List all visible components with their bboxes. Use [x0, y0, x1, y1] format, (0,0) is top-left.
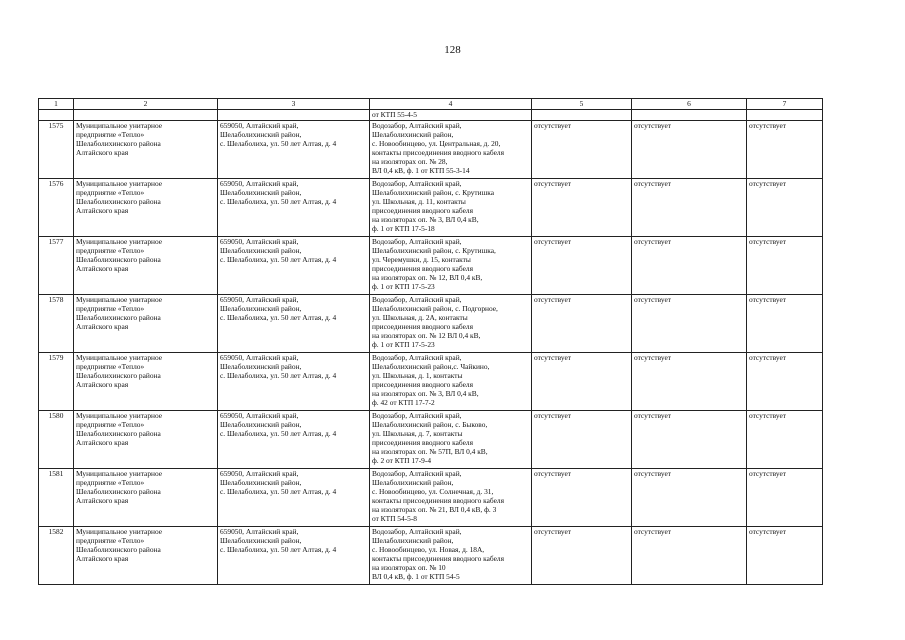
column-6-cell: отсутствует [632, 411, 747, 469]
column-7-cell: отсутствует [747, 353, 823, 411]
address-cell: 659050, Алтайский край, Шелаболихинский район, с. Шелаболиха, ул. 50 лет Алтая, д. 4 [218, 353, 370, 411]
object-cell: Водозабор, Алтайский край, Шелаболихинский район, с. Новообинцево, ул. Новая, д. 18А, контакты присоединения вводного кабеля на изоляторах оп. № 10 ВЛ 0,4 кВ, ф. 1 от КТП 54-5 [370, 527, 532, 585]
object-cell: от КТП 55-4-5 [370, 110, 532, 121]
address-cell: 659050, Алтайский край, Шелаболихинский район, с. Шелаболиха, ул. 50 лет Алтая, д. 4 [218, 469, 370, 527]
row-number-cell: 1580 [39, 411, 74, 469]
column-5-cell: отсутствует [532, 411, 632, 469]
organization-cell: Муниципальное унитарное предприятие «Тепло» Шелаболихинского района Алтайского края [74, 295, 218, 353]
page-number: 128 [444, 44, 461, 56]
row-number-cell: 1576 [39, 179, 74, 237]
column-6-cell: отсутствует [632, 179, 747, 237]
column-7-cell: отсутствует [747, 237, 823, 295]
object-cell: Водозабор, Алтайский край, Шелаболихинский район, с. Крутишка ул. Школьная, д. 11, контакты присоединения вводного кабеля на изоляторах оп. № 3, ВЛ 0,4 кВ, ф. 1 от КТП 17-5-18 [370, 179, 532, 237]
column-7-cell: отсутствует [747, 411, 823, 469]
row-number-cell: 1575 [39, 121, 74, 179]
row-number-cell: 1581 [39, 469, 74, 527]
column-6-cell: отсутствует [632, 121, 747, 179]
organization-cell: Муниципальное унитарное предприятие «Тепло» Шелаболихинского района Алтайского края [74, 353, 218, 411]
table-row [39, 353, 823, 411]
row-number-cell: 1577 [39, 237, 74, 295]
column-5-cell: отсутствует [532, 121, 632, 179]
column-header: 7 [747, 99, 823, 110]
address-cell: 659050, Алтайский край, Шелаболихинский район, с. Шелаболиха, ул. 50 лет Алтая, д. 4 [218, 179, 370, 237]
organization-cell: Муниципальное унитарное предприятие «Тепло» Шелаболихинского района Алтайского края [74, 179, 218, 237]
address-cell: 659050, Алтайский край, Шелаболихинский район, с. Шелаболиха, ул. 50 лет Алтая, д. 4 [218, 121, 370, 179]
table-row [39, 469, 823, 527]
organization-cell: Муниципальное унитарное предприятие «Тепло» Шелаболихинского района Алтайского края [74, 121, 218, 179]
row-number-cell: 1579 [39, 353, 74, 411]
column-6-cell: отсутствует [632, 237, 747, 295]
table-row [39, 179, 823, 237]
column-header: 1 [39, 99, 74, 110]
continuation-row [39, 110, 823, 121]
column-header: 5 [532, 99, 632, 110]
column-header: 2 [74, 99, 218, 110]
column-5-cell: отсутствует [532, 179, 632, 237]
table-row [39, 411, 823, 469]
column-5-cell: отсутствует [532, 237, 632, 295]
object-cell: Водозабор, Алтайский край, Шелаболихинский район, с. Новообинцево, ул. Солнечная, д. 31, контакты присоединения вводного кабеля на изоляторах оп. № 21, ВЛ 0,4 кВ, ф. 3 от КТП 54-5-8 [370, 469, 532, 527]
object-cell: Водозабор, Алтайский край, Шелаболихинский район,с. Чайкино, ул. Школьная, д. 1, контакты присоединения вводного кабеля на изоляторах оп. № 3, ВЛ 0,4 кВ, ф. 42 от КТП 17-7-2 [370, 353, 532, 411]
column-header: 3 [218, 99, 370, 110]
address-cell: 659050, Алтайский край, Шелаболихинский район, с. Шелаболиха, ул. 50 лет Алтая, д. 4 [218, 527, 370, 585]
column-7-cell: отсутствует [747, 121, 823, 179]
table-row [39, 295, 823, 353]
table-row [39, 121, 823, 179]
column-7-cell: отсутствует [747, 469, 823, 527]
column-7-cell: отсутствует [747, 527, 823, 585]
table-row [39, 237, 823, 295]
header-row [39, 99, 823, 110]
object-cell: Водозабор, Алтайский край, Шелаболихинский район, с. Быково, ул. Школьная, д. 7, контакты присоединения вводного кабеля на изоляторах оп. № 57П, ВЛ 0,4 кВ, ф. 2 от КТП 17-9-4 [370, 411, 532, 469]
object-cell: Водозабор, Алтайский край, Шелаболихинский район, с. Новообинцево, ул. Центральная, д. 20, контакты присоединения вводного кабеля на изоляторах оп. № 28, ВЛ 0,4 кВ, ф. 1 от КТП 55-3-14 [370, 121, 532, 179]
organization-cell: Муниципальное унитарное предприятие «Тепло» Шелаболихинского района Алтайского края [74, 237, 218, 295]
object-cell: Водозабор, Алтайский край, Шелаболихинский район, с. Подгорное, ул. Школьная, д. 2А, контакты присоединения вводного кабеля на изоляторах оп. № 12 ВЛ 0,4 кВ, ф. 1 от КТП 17-5-23 [370, 295, 532, 353]
organization-cell: Муниципальное унитарное предприятие «Тепло» Шелаболихинского района Алтайского края [74, 527, 218, 585]
column-6-cell: отсутствует [632, 527, 747, 585]
register-table [38, 98, 823, 585]
column-5-cell: отсутствует [532, 527, 632, 585]
address-cell: 659050, Алтайский край, Шелаболихинский район, с. Шелаболиха, ул. 50 лет Алтая, д. 4 [218, 237, 370, 295]
column-6-cell: отсутствует [632, 469, 747, 527]
column-header: 4 [370, 99, 532, 110]
column-5-cell: отсутствует [532, 295, 632, 353]
column-6-cell: отсутствует [632, 353, 747, 411]
column-5-cell: отсутствует [532, 469, 632, 527]
row-number-cell: 1582 [39, 527, 74, 585]
table-row [39, 527, 823, 585]
row-number-cell: 1578 [39, 295, 74, 353]
column-header: 6 [632, 99, 747, 110]
column-6-cell: отсутствует [632, 295, 747, 353]
object-cell: Водозабор, Алтайский край, Шелаболихинский район, с. Крутишка, ул. Черемушки, д. 15, контакты присоединения вводного кабеля на изоляторах оп. № 12, ВЛ 0,4 кВ, ф. 1 от КТП 17-5-23 [370, 237, 532, 295]
column-7-cell: отсутствует [747, 179, 823, 237]
address-cell: 659050, Алтайский край, Шелаболихинский район, с. Шелаболиха, ул. 50 лет Алтая, д. 4 [218, 295, 370, 353]
organization-cell: Муниципальное унитарное предприятие «Тепло» Шелаболихинского района Алтайского края [74, 411, 218, 469]
column-5-cell: отсутствует [532, 353, 632, 411]
address-cell: 659050, Алтайский край, Шелаболихинский район, с. Шелаболиха, ул. 50 лет Алтая, д. 4 [218, 411, 370, 469]
column-7-cell: отсутствует [747, 295, 823, 353]
organization-cell: Муниципальное унитарное предприятие «Тепло» Шелаболихинского района Алтайского края [74, 469, 218, 527]
